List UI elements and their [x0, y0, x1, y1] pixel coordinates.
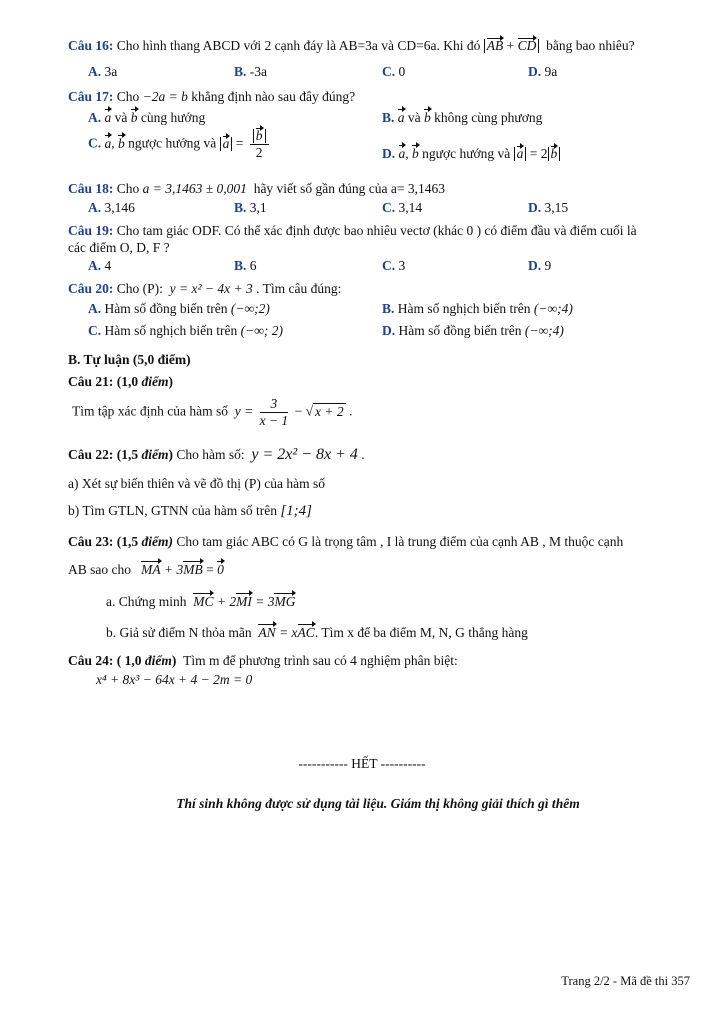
option-b: B. 6: [234, 258, 257, 273]
question-text: Cho hình thang ABCD với 2 cạnh đáy là AB=3a và CD=6a. Khi đó: [116, 38, 481, 53]
math-expression: −2a = b: [142, 89, 188, 104]
question-22-part-b: b) Tìm GTLN, GTNN của hàm số trên [1;4]: [68, 503, 313, 519]
option-a: A. 4: [88, 258, 112, 273]
section-heading: B. Tự luận (5,0 điểm): [68, 352, 191, 367]
end-mark: ----------- HẾT ----------: [298, 756, 426, 771]
question-17: Câu 17: Cho −2a = b khẳng định nào sau đây đúng?: [68, 89, 356, 104]
question-24-equation: x⁴ + 8x³ − 64x + 4 − 2m = 0: [96, 672, 253, 687]
option-c: C. a, b ngược hướng và a = $\frac{b}{2}$: [88, 128, 272, 161]
math-expression: a = 3,1463 ± 0,001: [142, 181, 247, 196]
option-b: B. -3a: [234, 64, 268, 79]
option-d: D. 9a: [528, 64, 558, 79]
question-23-line2: AB sao cho MA + 3MB = 0: [68, 562, 224, 577]
option-d: D. Hàm số đồng biến trên (−∞;4): [382, 323, 564, 338]
question-20: Câu 20: Cho (P): y = x² − 4x + 3 . Tìm câu đúng:: [68, 281, 342, 296]
math-expression: y = x² − 4x + 3: [169, 281, 253, 296]
question-22-part-a: a) Xét sự biến thiên và vẽ đồ thị (P) của hàm số: [68, 476, 326, 491]
option-c: C. Hàm số nghịch biến trên (−∞; 2): [88, 323, 283, 338]
question-21-label: Câu 21: (1,0 điểm): [68, 374, 173, 389]
question-23: Câu 23: (1,5 điểm) Cho tam giác ABC có G là trọng tâm , I là trung điểm của cạnh AB , M thuộc cạnh: [68, 534, 624, 549]
option-c: C. 0: [382, 64, 406, 79]
question-19-line2: các điểm O, D, F ?: [68, 240, 170, 255]
question-23-part-a: a. Chứng minh MC + 2MI = 3MG: [106, 594, 296, 609]
option-a: A. a và b cùng hướng: [88, 110, 206, 125]
page-footer: Trang 2/2 - Mã đề thi 357: [561, 974, 690, 988]
option-a: A. 3a: [88, 64, 118, 79]
option-a: A. Hàm số đồng biến trên (−∞;2): [88, 301, 270, 316]
vector-sum-abs: AB + CD: [484, 39, 540, 53]
option-d: D. 9: [528, 258, 552, 273]
option-c: C. 3,14: [382, 200, 423, 215]
question-22: Câu 22: (1,5 điểm) Cho hàm số: y = 2x² − 8x + 4 .: [68, 446, 365, 463]
question-16: [68, 38, 635, 54]
option-d: D. a, b ngược hướng và a = 2 b: [382, 146, 560, 162]
question-21: Tìm tập xác định của hàm số y = $\frac{3}{x - 1}$ − √ x + 2 .: [72, 396, 353, 428]
option-a: A. 3,146: [88, 200, 135, 215]
question-19: Câu 19: Cho tam giác ODF. Có thể xác định được bao nhiêu vectơ (khác 0 ) có điểm đầu và điểm cuối là: [68, 223, 637, 238]
exam-note: Thí sinh không được sử dụng tài liệu. Giám thị không giải thích gì thêm: [176, 796, 580, 811]
question-24: Câu 24: ( 1,0 điểm) Tìm m để phương trình sau có 4 nghiệm phân biệt:: [68, 653, 458, 668]
question-text-end: bằng bao nhiêu?: [546, 38, 635, 53]
option-c: C. 3: [382, 258, 406, 273]
option-b: B. 3,1: [234, 200, 267, 215]
option-b: B. a và b không cùng phương: [382, 110, 543, 125]
option-d: D. 3,15: [528, 200, 569, 215]
question-18: Câu 18: Cho a = 3,1463 ± 0,001 hãy viết số gần đúng của a= 3,1463: [68, 181, 446, 196]
math-expression: y = 2x² − 8x + 4: [251, 446, 358, 463]
option-b: B. Hàm số nghịch biến trên (−∞;4): [382, 301, 573, 316]
question-label: Câu 16:: [68, 38, 114, 53]
question-23-part-b: b. Giả sử điểm N thỏa mãn AN = xAC. Tìm x để ba điểm M, N, G thẳng hàng: [106, 625, 528, 640]
